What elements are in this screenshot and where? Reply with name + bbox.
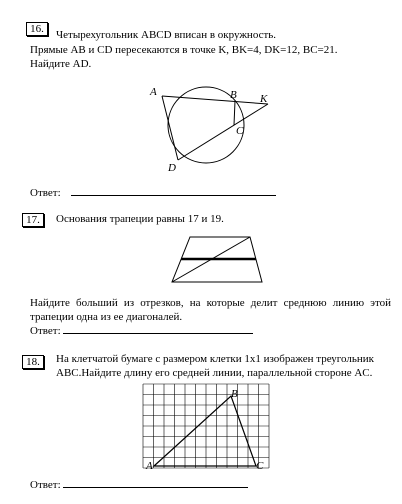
- label-b: B: [230, 89, 237, 101]
- answer-label: Ответ:: [30, 187, 61, 199]
- problem-16-text-line-3: Найдите AD.: [30, 58, 92, 70]
- answer-line[interactable]: [63, 478, 248, 488]
- problem-18-text-line-2: ABC.Найдите длину его средней линии, параллельной стороне AC.: [56, 367, 373, 379]
- answer-label: Ответ:: [30, 479, 61, 491]
- answer-label: Ответ:: [30, 325, 61, 337]
- problem-18-number: 18.: [22, 355, 44, 369]
- grid: [143, 384, 269, 468]
- label-c: C: [256, 460, 264, 472]
- label-b: B: [231, 388, 238, 400]
- problem-17-question-line-1: Найдите больший из отрезков, на которые делит среднюю линию этой: [30, 297, 391, 309]
- label-c: C: [236, 125, 244, 137]
- problem-18-text-line-1: На клетчатой бумаге с размером клетки 1x1 изображен треугольник: [56, 353, 375, 365]
- label-k: K: [260, 93, 268, 105]
- label-a: A: [146, 460, 153, 472]
- problem-16-number: 16.: [26, 22, 48, 36]
- problem-16-text-line-1: Четырехугольник ABCD вписан в окружность.: [56, 29, 277, 41]
- label-d: D: [168, 162, 176, 174]
- problem-18-answer: [30, 478, 248, 492]
- problem-16-text-line-2: Прямые AB и CD пересекаются в точке K, BK=4, DK=12, BC=21.: [30, 44, 338, 56]
- label-a: A: [150, 86, 157, 98]
- problem-17-number: 17.: [22, 213, 44, 227]
- problem-17-text-line-1: Основания трапеции равны 17 и 19.: [56, 213, 224, 225]
- triangle-abc: [154, 396, 256, 466]
- problem-17-question-line-2: трапеции одна из ее диагоналей.: [30, 311, 183, 323]
